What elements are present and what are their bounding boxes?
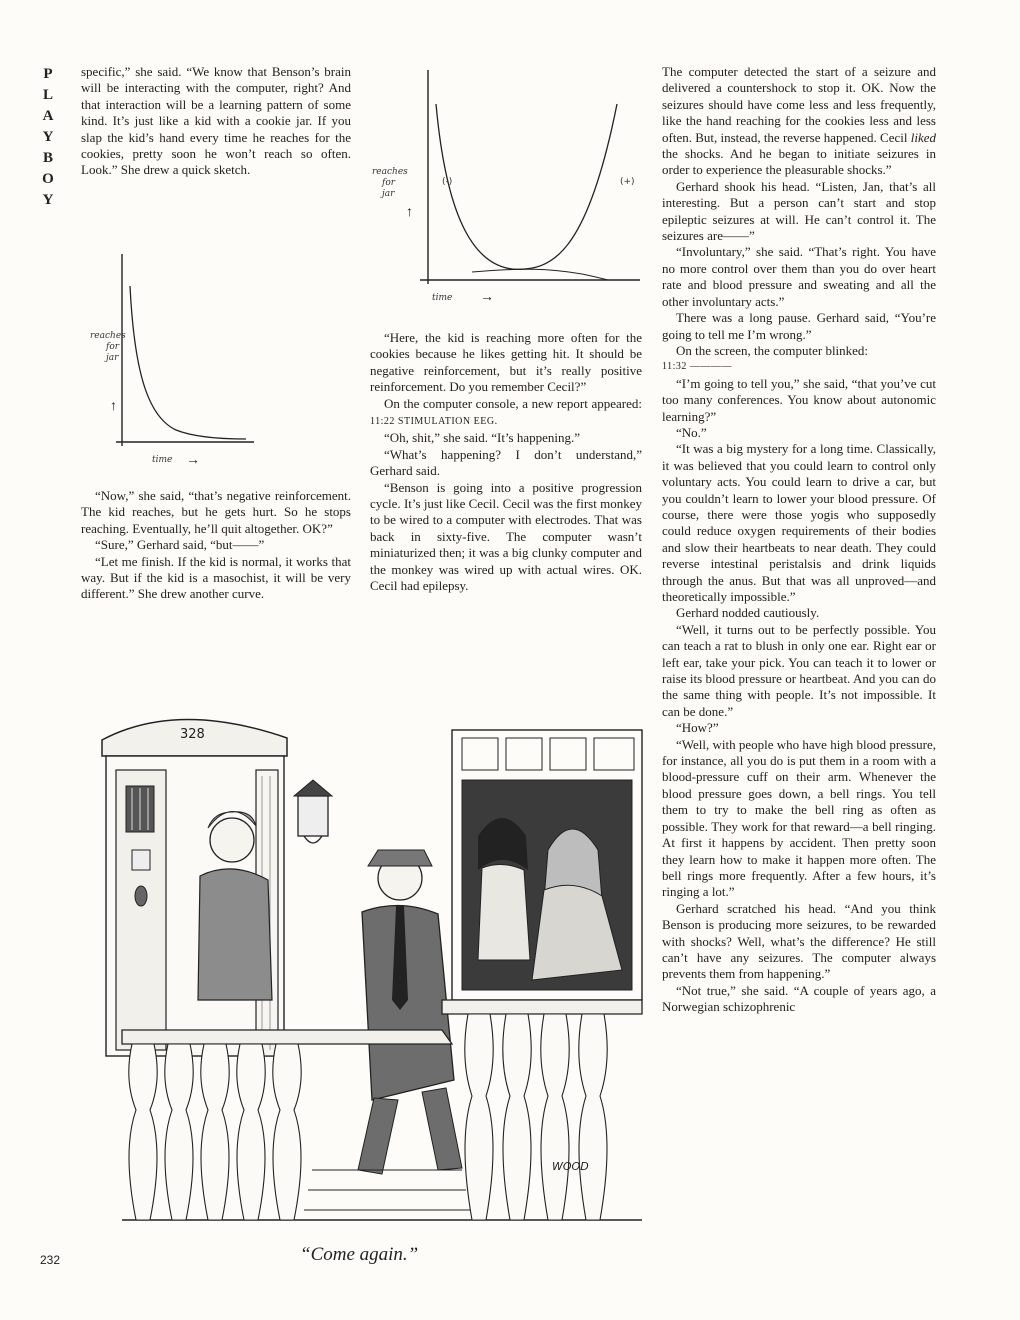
column-2: [370, 330, 642, 595]
x-axis-label: time: [432, 293, 453, 303]
runner-letter: O: [42, 171, 56, 187]
cartoon-illustration: [82, 700, 646, 1235]
artist-signature: WOOD: [552, 1160, 589, 1173]
runner-letter: Y: [42, 129, 56, 145]
paragraph: “Let me finish. If the kid is normal, it works that way. But if the kid is a masochist, it will be very different.” She drew another curve.: [81, 553, 351, 602]
paragraph: [370, 396, 642, 431]
sketch-graph-negative: [90, 246, 256, 476]
up-arrow-icon: ↑: [406, 205, 413, 220]
runner-letter: L: [42, 87, 55, 103]
paragraph-text: The computer detected the start of a seizure and delivered a countershock to stop it. OK. Now the seizures should have come less and less frequently, like the hand reaching for the cookies less and less often. But, instead, the reverse happened. Cecil: [662, 64, 936, 145]
paragraph: “No.”: [676, 424, 707, 440]
minus-label: (-): [442, 177, 453, 187]
column-1-bottom: [81, 488, 351, 603]
console-report: 11:22 STIMULATION EEG.: [370, 416, 498, 428]
paragraph-text: On the computer console, a new report appeared:: [384, 395, 642, 411]
runner-letter: Y: [42, 192, 56, 208]
runner-letter: P: [43, 66, 55, 82]
column-1-top: [81, 64, 351, 179]
paragraph: “Involuntary,” she said. “That’s right. You have no more control over them than you do over heart rate and blood pressure and sweating and all the other involuntary acts.”: [662, 244, 936, 309]
paragraph: specific,” she said. “We know that Benson’s brain will be interacting with the computer, right? And that interaction will be a learning pattern of some kind. It’s just like a kid with a cookie jar. If you slap the kid’s hand every time he reaches for the cookies, pretty soon he won’t reach so often. Look.” She drew a quick sketch.: [81, 64, 351, 178]
cartoon-caption: “Come again.”: [300, 1244, 419, 1265]
paragraph: “Not true,” she said. “A couple of years ago, a Norwegian schizophrenic: [662, 982, 936, 1015]
y-axis-label: for: [382, 178, 396, 188]
sketch-graph-positive: [372, 64, 642, 314]
paragraph: Gerhard shook his head. “Listen, Jan, that’s all interesting. But a person can’t start and stop epileptic seizures at will. He can’t control it. The seizures are——”: [662, 178, 936, 244]
paragraph: “Now,” she said, “that’s negative reinforcement. The kid reaches, but he gets hurt. So he stops reaching. Eventually, he’ll quit altogether. OK?”: [81, 488, 351, 536]
page-number: 232: [40, 1253, 61, 1267]
console-report: 11:32 ————: [662, 361, 732, 373]
emphasis: liked: [910, 129, 936, 145]
house-number: 328: [180, 727, 205, 742]
paragraph: “What’s happening? I don’t understand,” Gerhard said.: [370, 446, 642, 479]
paragraph: “I’m going to tell you,” she said, “that you’ve cut too many conferences. You know about autonomic learning?”: [662, 375, 936, 424]
plus-label: (+): [620, 177, 635, 187]
x-axis-label: time: [152, 455, 173, 465]
y-axis-label: for: [106, 342, 120, 352]
paragraph: “Well, with people who have high blood pressure, for instance, all you do is put them in a room with a blood-pressure cuff on their arm. Whenever the blood pressure goes down, a bell rings. You tell them to try to make the bell ring as often as possible. They work for that reward—a bell ringing. At first it happens by accident. Then pretty soon they learn how to make it happen more often. The bell rings more frequently. After a few hours, it’s ringing a lot.”: [662, 736, 936, 900]
y-axis-label: jar: [382, 189, 395, 199]
paragraph: “Oh, shit,” she said. “It’s happening.”: [384, 430, 581, 446]
paragraph: “Here, the kid is reaching more often for the cookies because he likes getting hit. It should be negative reinforcement, but it’s really positive reinforcement. Do you remember Cecil?”: [370, 330, 642, 395]
paragraph: Gerhard scratched his head. “And you think Benson is producing more seizures, to be rewarded with shocks? Well, what’s the difference? He still can’t have any seizures. The computer always prevents them from happening.”: [662, 900, 936, 982]
paragraph: “Well, it turns out to be perfectly possible. You can teach a rat to blush in only one ear. Right ear or left ear, take your pick. You can teach it to lower or raise its blood pressure or heartbeat. And you can do the same thing with people. It’s not impossible. It can be done.”: [662, 621, 936, 719]
right-arrow-icon: →: [480, 290, 494, 305]
paragraph: “How?”: [676, 720, 719, 736]
y-axis-label: reaches: [90, 331, 126, 341]
right-arrow-icon: →: [186, 453, 200, 468]
up-arrow-icon: ↑: [110, 399, 117, 414]
paragraph-text: the shocks. And he began to initiate seizures in order to experience the pleasurable shocks.”: [662, 146, 936, 178]
paragraph: Gerhard nodded cautiously.: [676, 605, 820, 621]
paragraph: “Sure,” Gerhard said, “but——”: [95, 537, 265, 553]
magazine-runner: [40, 64, 58, 211]
y-axis-label: jar: [106, 353, 119, 363]
y-axis-label: reaches: [372, 167, 408, 177]
paragraph: “It was a big mystery for a long time. Classically, it was believed that you could learn to control only voluntary acts. You could learn to drive a car, but you couldn’t learn to lower your blood pressure. Of course, there were those yogis who supposedly could reduce oxygen requirements of their bodies and slow their heartbeats to near death. They could reverse intestinal peristalsis and drink liquids through the anus. But that was all unproved—and theoretically impossible.”: [662, 441, 936, 604]
column-3: [662, 64, 936, 1016]
paragraph: [662, 64, 936, 179]
runner-letter: B: [42, 150, 55, 166]
paragraph: “Benson is going into a positive progression cycle. It’s just like Cecil. Cecil was the first monkey to be wired to a computer with electrodes. That was back in sixty-five. The computer wasn’t miniaturized then; it was a big clunky computer and the monkey was wired up with actual wires. OK. Cecil had epilepsy.: [370, 479, 642, 594]
paragraph: On the screen, the computer blinked:: [676, 342, 869, 358]
paragraph: There was a long pause. Gerhard said, “You’re going to tell me I’m wrong.”: [662, 310, 936, 342]
runner-letter: A: [42, 108, 56, 124]
